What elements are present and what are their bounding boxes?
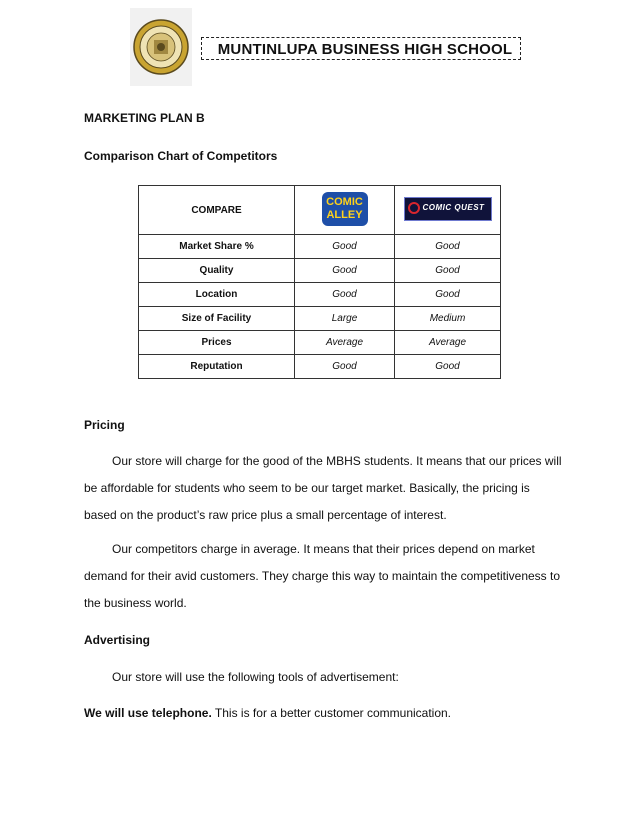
competitor-1-logo-cell [295, 186, 395, 235]
pricing-paragraph-2: Our competitors charge in average. It means that their prices depend on market demand for their avid customers. They charge this way to maintain the competitiveness to the business world. [84, 542, 561, 610]
advertising-heading: Advertising [84, 633, 151, 647]
advertising-item-text: This is for a better customer communication. [211, 706, 452, 720]
comic-alley-logo-icon [322, 192, 368, 226]
row-value-competitor-1: Good [295, 283, 395, 307]
school-seal-icon [133, 19, 189, 75]
row-value-competitor-1: Good [295, 235, 395, 259]
table-row [139, 283, 501, 307]
pricing-paragraph-1: Our store will charge for the good of the MBHS students. It means that our prices will be affordable for students who seem to be our target market. Basically, the pricing is based on the product’s raw price plus a small percentage of interest. [84, 454, 562, 522]
row-value-competitor-1: Large [295, 307, 395, 331]
row-value-competitor-2: Good [395, 283, 501, 307]
comic-quest-logo-text: COMIC QUEST [422, 202, 485, 212]
row-label: Quality [139, 259, 295, 283]
table-row [139, 235, 501, 259]
advertising-item-bold: We will use telephone. [84, 706, 212, 720]
corner-label: COMPARE [139, 186, 295, 235]
row-label: Reputation [139, 355, 295, 379]
advertising-item [84, 700, 564, 727]
row-value-competitor-2: Medium [395, 307, 501, 331]
table-row [139, 307, 501, 331]
advertising-intro: Our store will use the following tools of advertisement: [112, 670, 399, 684]
row-value-competitor-1: Good [295, 259, 395, 283]
school-seal [130, 8, 192, 86]
table-row [139, 259, 501, 283]
row-label: Prices [139, 331, 295, 355]
row-value-competitor-2: Good [395, 355, 501, 379]
competitor-comparison-table [138, 185, 501, 379]
chart-title: Comparison Chart of Competitors [84, 149, 278, 163]
table-header-row [139, 186, 501, 235]
pricing-heading: Pricing [84, 418, 125, 432]
row-value-competitor-2: Good [395, 259, 501, 283]
row-value-competitor-2: Good [395, 235, 501, 259]
row-label: Size of Facility [139, 307, 295, 331]
comic-alley-logo-word-2: ALLEY [326, 208, 363, 221]
row-value-competitor-1: Good [295, 355, 395, 379]
table-row [139, 355, 501, 379]
comic-quest-ring-icon [408, 202, 420, 214]
row-value-competitor-2: Average [395, 331, 501, 355]
row-value-competitor-1: Average [295, 331, 395, 355]
row-label: Location [139, 283, 295, 307]
table-row [139, 331, 501, 355]
comic-quest-logo-icon [404, 197, 492, 221]
competitor-2-logo-cell [395, 186, 501, 235]
comic-alley-logo-word-1: COMIC [326, 195, 363, 208]
school-name-banner: MUNTINLUPA BUSINESS HIGH SCHOOL [201, 37, 521, 60]
plan-title: MARKETING PLAN B [84, 111, 205, 125]
row-label: Market Share % [139, 235, 295, 259]
